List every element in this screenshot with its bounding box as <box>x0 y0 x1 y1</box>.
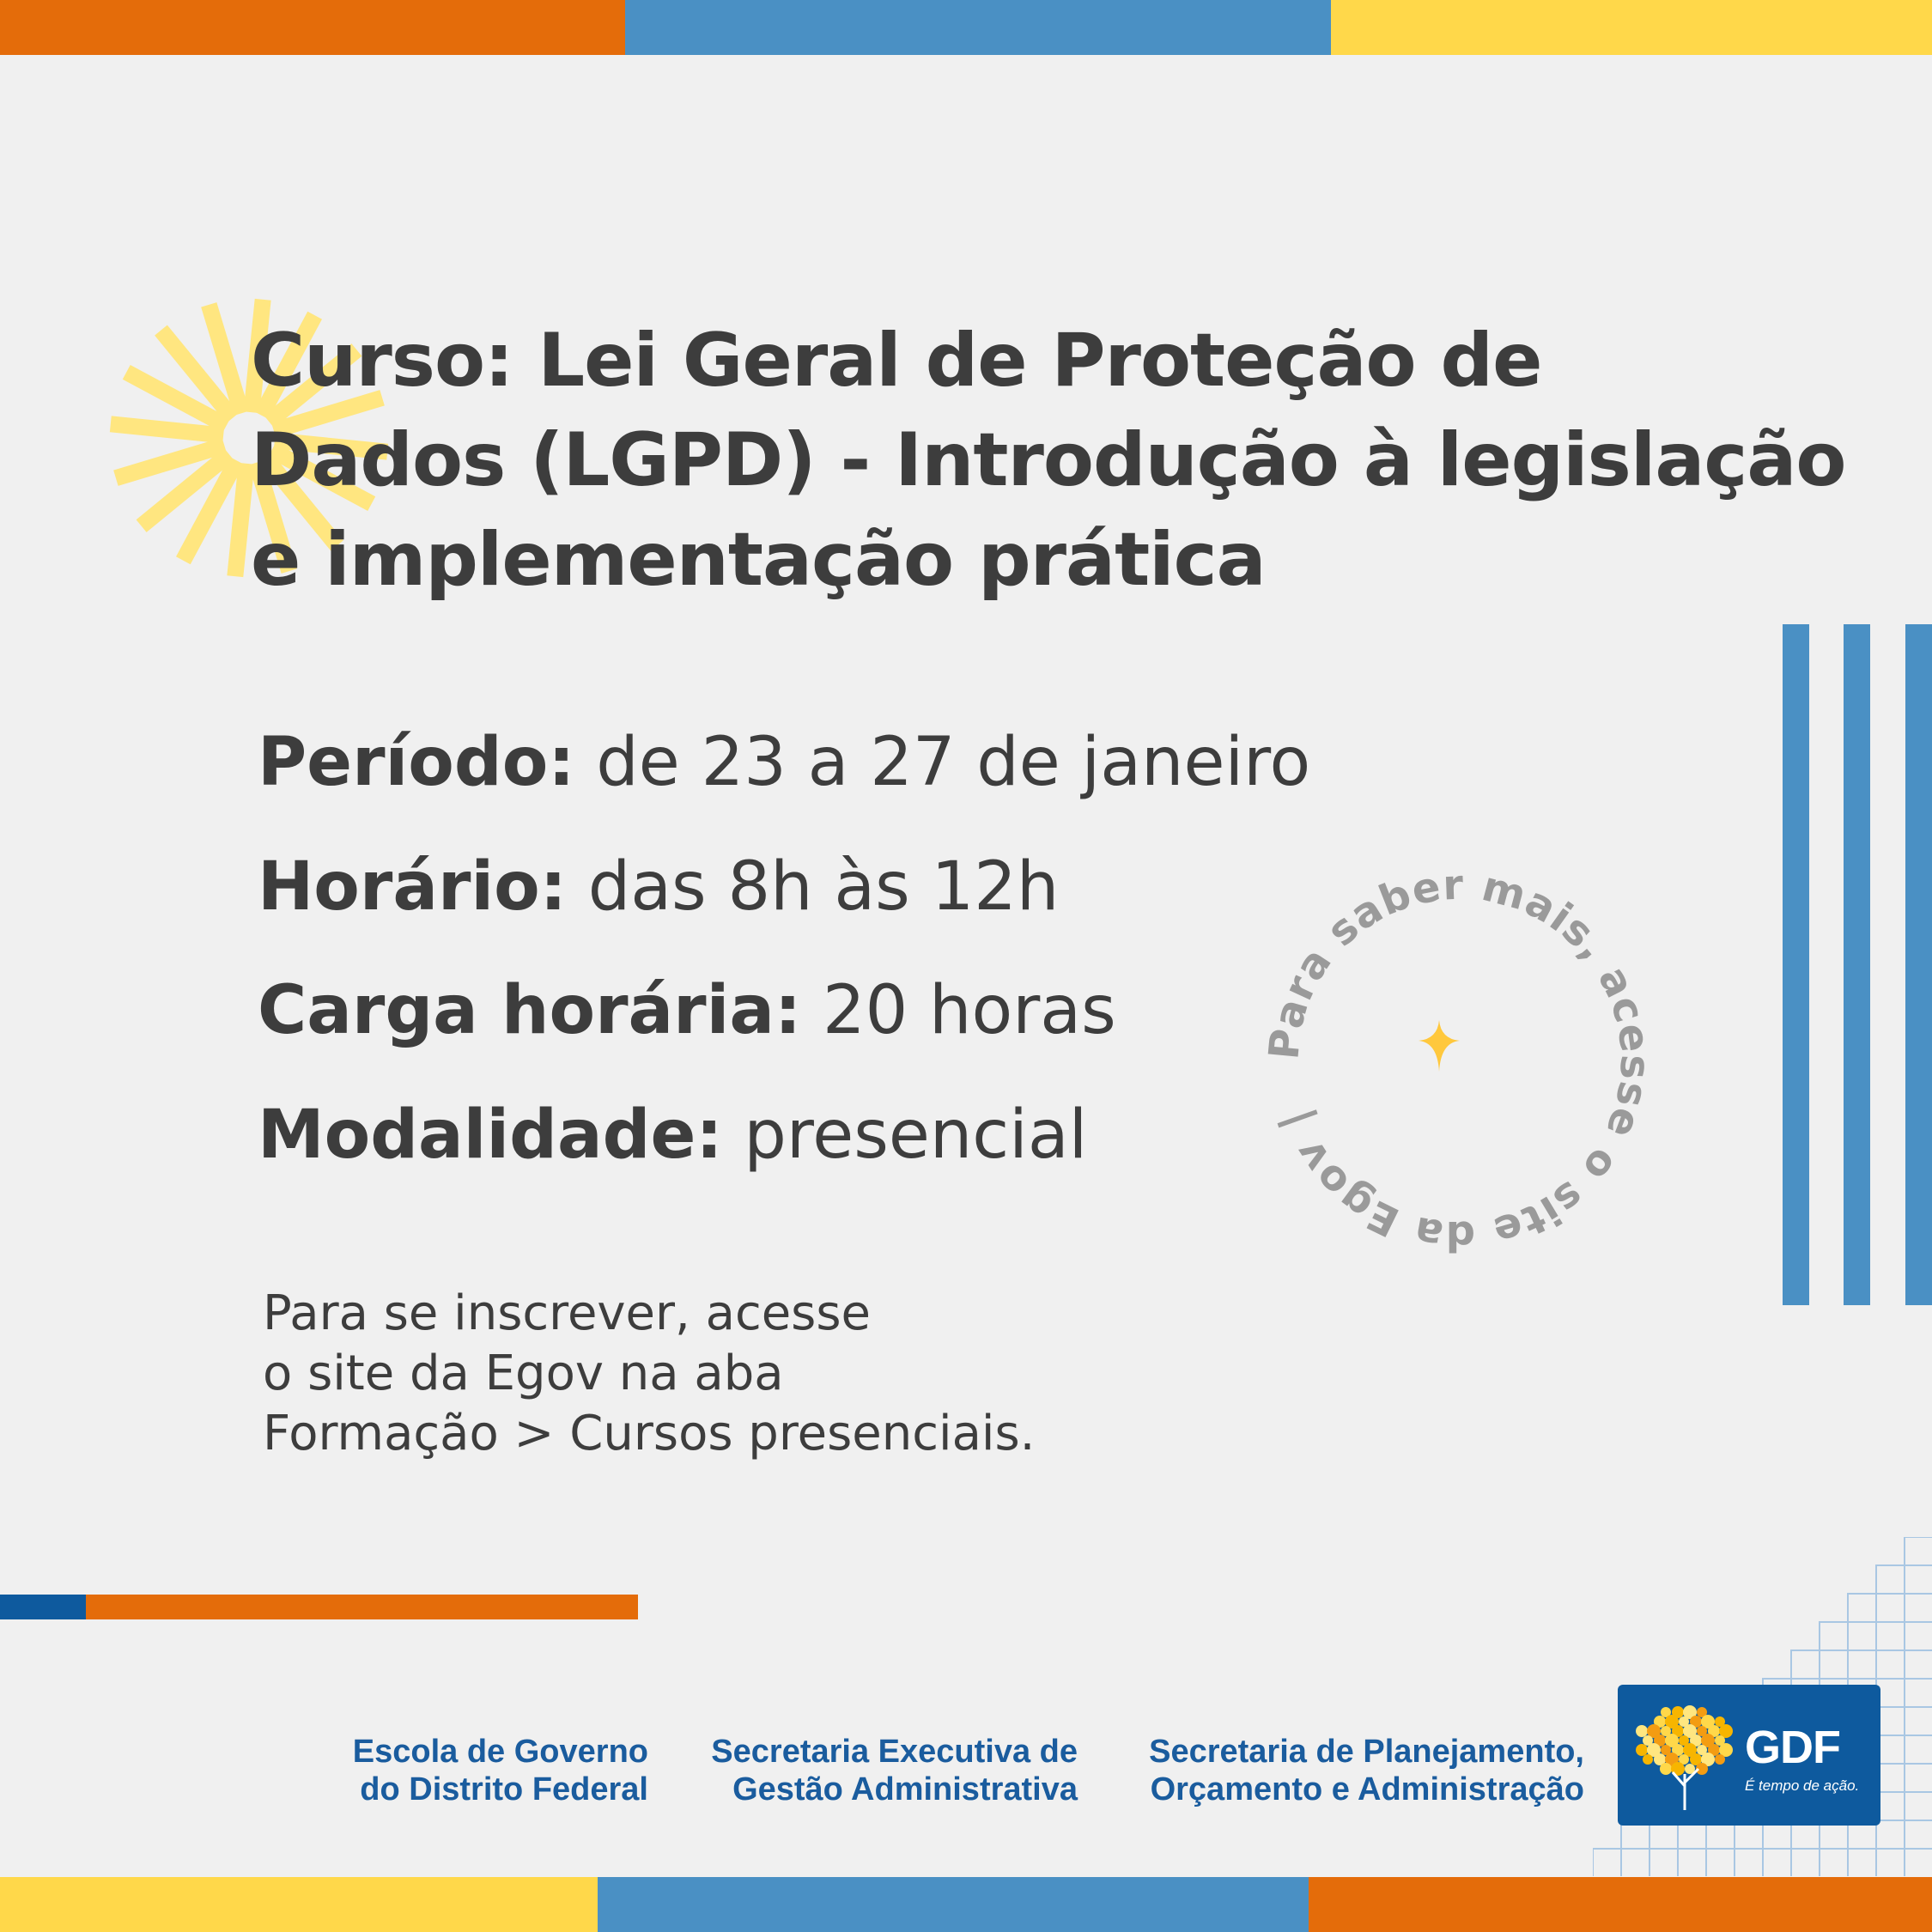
top-bar-blue <box>625 0 1331 55</box>
grid-cell <box>1876 1820 1905 1849</box>
registration-note <box>263 1284 1035 1464</box>
sunburst-ray <box>111 424 223 435</box>
bottom-bar-yellow <box>0 1877 598 1932</box>
institution-seplad <box>1091 1733 1584 1808</box>
grid-cell <box>1848 1650 1876 1679</box>
top-bar-yellow <box>1331 0 1932 55</box>
detail-schedule-label: Horário: <box>258 848 567 926</box>
detail-workload <box>258 968 1116 1054</box>
gdf-logo-slogan: É tempo de ação. <box>1745 1777 1860 1794</box>
sunburst-ray <box>235 464 246 576</box>
gdf-logo <box>1618 1685 1880 1826</box>
grid-cell <box>1905 1650 1932 1679</box>
right-stripe-2 <box>1844 624 1870 1305</box>
detail-period-value: de 23 a 27 de janeiro <box>596 724 1311 801</box>
divider-blue <box>0 1595 86 1619</box>
course-title-line-2: Dados (LGPD) - Introdução à legislação <box>251 417 1846 503</box>
grid-cell <box>1905 1622 1932 1650</box>
course-title-line-3: e implementação prática <box>251 517 1266 603</box>
grid-cell <box>1905 1537 1932 1565</box>
grid-cell <box>1905 1679 1932 1707</box>
tree-dot <box>1715 1754 1725 1765</box>
registration-note-line-2: o site da Egov na aba <box>263 1346 784 1401</box>
grid-cell <box>1621 1849 1649 1876</box>
registration-note-line-3: Formação > Cursos presenciais. <box>263 1406 1036 1461</box>
grid-cell <box>1876 1565 1905 1594</box>
detail-modality-value: presencial <box>744 1097 1088 1174</box>
detail-workload-label: Carga horária: <box>258 972 802 1049</box>
course-title <box>251 311 1846 610</box>
grid-cell <box>1905 1764 1932 1792</box>
institution-sega <box>670 1733 1078 1808</box>
grid-cell <box>1905 1820 1932 1849</box>
grid-cell <box>1791 1849 1820 1876</box>
grid-cell <box>1763 1849 1791 1876</box>
institution-egov-line-1: Escola de Governo <box>352 1734 648 1770</box>
grid-cell <box>1905 1707 1932 1735</box>
grid-cell <box>1820 1849 1848 1876</box>
grid-cell <box>1905 1792 1932 1820</box>
four-point-star-icon <box>1419 1020 1460 1072</box>
grid-cell <box>1791 1650 1820 1679</box>
course-title-line-1: Curso: Lei Geral de Proteção de <box>251 318 1542 404</box>
grid-cell <box>1905 1735 1932 1764</box>
bottom-bar-blue <box>598 1877 1309 1932</box>
grid-cell <box>1876 1849 1905 1876</box>
detail-workload-value: 20 horas <box>823 972 1116 1049</box>
svg-text:Para saber mais, acesse o site <box>1260 861 1659 1260</box>
tree-dot <box>1643 1754 1653 1765</box>
grid-cell <box>1848 1622 1876 1650</box>
bottom-bar-orange <box>1309 1877 1932 1932</box>
tree-icon <box>1630 1700 1741 1812</box>
right-stripe-3 <box>1905 624 1932 1305</box>
grid-cell <box>1678 1849 1706 1876</box>
grid-cell <box>1905 1565 1932 1594</box>
grid-cell <box>1905 1849 1932 1876</box>
tree-dot <box>1636 1744 1648 1756</box>
institution-egov-line-2: do Distrito Federal <box>360 1771 648 1807</box>
grid-cell <box>1820 1650 1848 1679</box>
right-stripe-1 <box>1783 624 1809 1305</box>
institution-sega-line-2: Gestão Administrativa <box>732 1771 1078 1807</box>
registration-note-line-1: Para se inscrever, acesse <box>263 1285 871 1341</box>
grid-cell <box>1649 1849 1678 1876</box>
institution-sega-line-1: Secretaria Executiva de <box>711 1734 1078 1770</box>
detail-modality <box>258 1092 1087 1178</box>
grid-cell <box>1735 1849 1763 1876</box>
institution-seplad-line-2: Orçamento e Administração <box>1150 1771 1584 1807</box>
grid-cell <box>1820 1622 1848 1650</box>
tree-dot <box>1660 1763 1672 1775</box>
grid-cell <box>1593 1849 1621 1876</box>
tree-dot <box>1636 1725 1648 1737</box>
detail-schedule-value: das 8h às 12h <box>587 848 1060 926</box>
gdf-logo-name: GDF <box>1745 1722 1840 1773</box>
grid-cell <box>1848 1594 1876 1622</box>
grid-cell <box>1876 1650 1905 1679</box>
grid-cell <box>1876 1594 1905 1622</box>
institution-egov <box>318 1733 648 1808</box>
detail-period <box>258 720 1310 805</box>
grid-cell <box>1848 1849 1876 1876</box>
institution-seplad-line-1: Secretaria de Planejamento, <box>1149 1734 1584 1770</box>
grid-cell <box>1905 1594 1932 1622</box>
circular-badge-text: Para saber mais, acesse o site da Egov | <box>1260 860 1660 1261</box>
top-bar-orange <box>0 0 625 55</box>
grid-cell <box>1876 1622 1905 1650</box>
detail-modality-label: Modalidade: <box>258 1097 723 1174</box>
circular-badge <box>1258 859 1662 1262</box>
detail-period-label: Período: <box>258 724 575 801</box>
detail-schedule <box>258 844 1059 930</box>
divider-orange <box>86 1595 638 1619</box>
grid-cell <box>1706 1849 1735 1876</box>
